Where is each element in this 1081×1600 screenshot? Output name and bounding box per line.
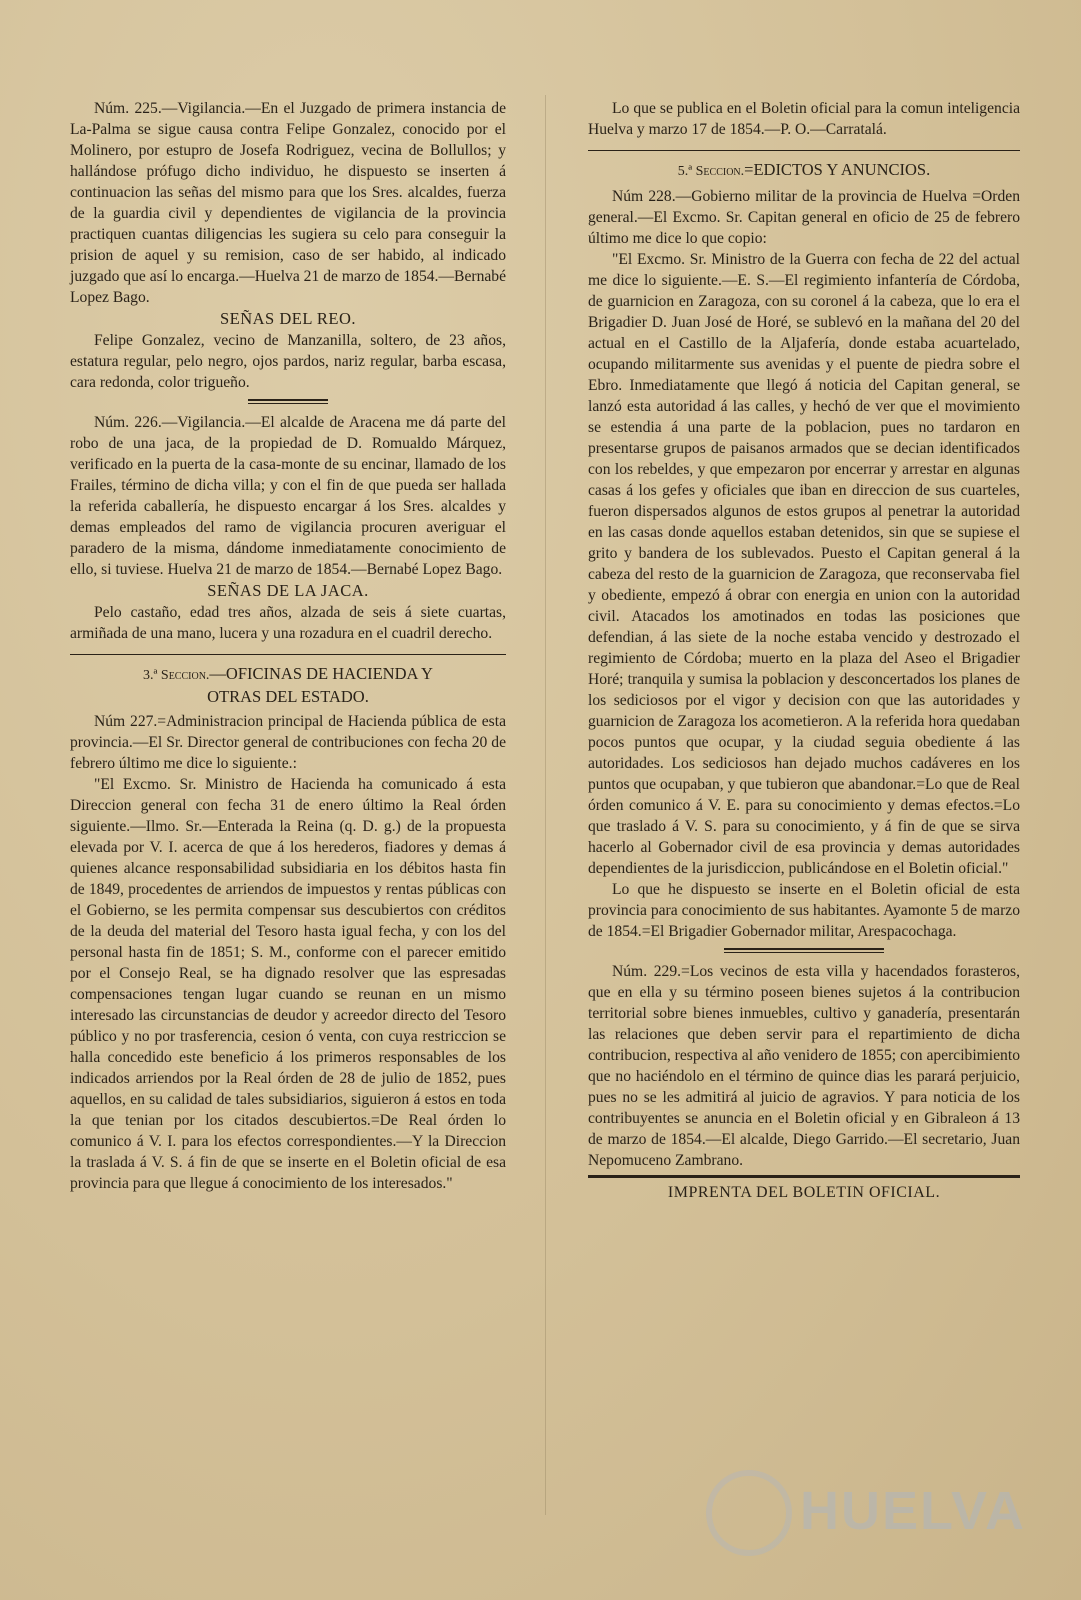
notice-227-quote: "El Excmo. Sr. Ministro de Hacienda ha comunicado á esta Direccion general con fecha 31 de enero último la Real órden siguiente.—Ilmo. Sr.—Enterada la Reina (q. D. g.) de la propuesta elevada por V. I. acerca de que á los herederos, fiadores y demas á quienes alcance responsabilidad subsidiaria en los débitos hasta fin de 1849, procedentes de arriendos de impuestos y rentas públicas con el Gobierno, se les permita compensar sus descubiertos con créditos de la deuda del material del Tesoro hasta igual fecha, y con los del personal hasta fin de 1851; S. M., conforme con el parecer emitido por el Consejo Real, se ha dignado resolver que las espresadas compensaciones tengan lugar cuando se reunan en un mismo interesado las circunstancias de deudor y acreedor directo del Tesoro público y no por trasferencia, cesion ó venta, con cuya restriccion se halla concedido este beneficio á los primeros responsables de los indicados arriendos por la Real órden de 28 de julio de 1852, pues aquellos, en su calidad de tales subsidiarios, siguieron á estos en toda la que tenian por los citados descubiertos.=De Real órden lo comunico á V. I. para los efectos correspondientes.—Y la Direccion la traslada á V. S. á fin de que se inserte en el Boletin oficial de esa provincia para que llegue á conocimiento de los interesados.": [70, 776, 506, 1192]
imprenta-footer: IMPRENTA DEL BOLETIN OFICIAL.: [667, 1184, 941, 1201]
notice-227: Núm 227.=Administracion principal de Hacienda pública de esta provincia.—El Sr. Director general de contribuciones con fecha 20 de febrero último me dice lo siguiente.:: [70, 713, 506, 772]
section-5-heading: [588, 159, 1020, 182]
left-column: [70, 98, 506, 1194]
section-5-label: 5.ª Seccion.: [677, 164, 745, 179]
section-3-label: 3.ª Seccion.: [143, 668, 210, 683]
separator-rule-right: [724, 948, 884, 953]
footer-rule: [588, 1175, 1020, 1178]
section-5-title: =EDICTOS Y ANUNCIOS.: [744, 160, 931, 179]
watermark-logo-icon: [706, 1470, 792, 1556]
notice-228-quote: "El Excmo. Sr. Ministro de la Guerra con fecha de 22 del actual me dice lo siguiente.—E. S.—El regimiento infantería de Córdoba, de guarnicion en Zaragoza, con su coronel á la cabeza, que lo era el Brigadier D. Juan José de Horé, se sublevó en la mañana del 20 del actual en el Castillo de la Aljafería, donde estaba acuartelado, ocupando militarmente sus avenidas y el puente de piedra sobre el Ebro. Inmediatamente que llegó á noticia del Capitan general, se lanzó esta autoridad á las calles, y hechó de ver que el movimiento se estendia á una parte de la poblacion, pues no tardaron en presentarse grupos de paisanos armados que se decian identificados con los rebeldes, y que empezaron por encerrar y arrestar en algunas casas á los gefes y oficiales que iban en direccion de sus cuarteles, fueron dispersados algunos de estos grupos al penetrar la autoridad en las casas donde aquellos estaban detenidos, sin que se supiese el grito y bandera de los sublevados. Puesto el Capitan general á la cabeza del resto de la guarnicion de Zaragoza, que reconservaba fiel y obediente, empezó á obrar con energia en union con la autoridad civil. Atacados los amotinados en todas las posiciones que defendian, á las siete de la noche estaba vencido y destrozado el regimiento de Córdoba; muerto en la plaza del Aseo el Brigadier Horé; tranquila y sumisa la poblacion y desconcertados los planes de los sediciosos por el vigor y decision con que las autoridades y guarnicion de Zaragoza los acometieron. A la referida hora quedaban pocos puntos que ocupar, y la ciudad seguia obediente á las autoridades. Los sediciosos han dejado muchos cadáveres en los puntos que ocupaban, y que tubieron que abandonar.=Lo que de Real órden comunico á V. E. para su conocimiento y demas efectos.=Lo que traslado á V. S. para su conocimiento, y á fin de que se sirva hacerlo al Gobernador civil de esa provincia y demas autoridades dependientes de la jurisdiccion, publicándose en el Boletin oficial.": [588, 251, 1020, 877]
column-divider: [545, 95, 546, 1515]
heading-senas-jaca: SEÑAS DE LA JACA.: [207, 581, 369, 600]
section-3-title-b: OTRAS DEL ESTADO.: [207, 687, 369, 706]
jaca-description: Pelo castaño, edad tres años, alzada de seis á siete cuartas, armiñada de una mano, lucera y una rozadura en el cuadril derecho.: [70, 604, 506, 642]
section-3-title-a: —OFICINAS DE HACIENDA Y: [209, 664, 433, 683]
right-column: [588, 98, 1020, 1203]
heading-senas-reo: SEÑAS DEL REO.: [219, 309, 357, 328]
notice-226: Núm. 226.—Vigilancia.—El alcalde de Aracena me dá parte del robo de una jaca, de la propiedad de D. Romualdo Márquez, verificado en la puerta de la casa-monte de su encinar, llamado de los Frailes, término de dicha villa; y con el fin de que pueda ser hallada la referida caballería, he dispuesto encargar á los Sres. alcaldes y demas empleados del ramo de vigilancia procuren averiguar el paradero de la misma, dándome inmediatamente conocimiento de ello, si tuviese. Huelva 21 de marzo de 1854.—Bernabé Lopez Bago.: [70, 414, 506, 578]
separator-rule: [248, 399, 328, 404]
watermark-text: HUELVA: [800, 1481, 1026, 1541]
reo-description: Felipe Gonzalez, vecino de Manzanilla, soltero, de 23 años, estatura regular, pelo negro, ojos pardos, nariz regular, barba escasa, cara redonda, color trigueño.: [70, 332, 506, 391]
section-rule: [70, 654, 506, 655]
notice-225: Núm. 225.—Vigilancia.—En el Juzgado de primera instancia de La-Palma se sigue causa contra Felipe Gonzalez, conocido por el Molinero, por estupro de Josefa Rodriguez, vecina de Bollullos; y hallándose prófugo dicho individuo, he dispuesto se inserten á continuacion las señas del mismo para que los Sres. alcaldes, fuerza de la guardia civil y dependientes de vigilancia de la provincia practiquen cuantas diligencias les sugiera su celo para conseguir la prision de aquel y su remision, caso de ser habido, al indicado juzgado que así lo encarga.—Huelva 21 de marzo de 1854.—Bernabé Lopez Bago.: [70, 100, 506, 306]
section-3-heading: [70, 663, 506, 707]
notice-229: Núm. 229.=Los vecinos de esta villa y hacendados forasteros, que en ella y su término poseen bienes sujetos á la contribucion territorial sobre bienes inmuebles, cultivo y ganadería, presentarán las relaciones que deben servir para el repartimiento de dicha contribucion, respectiva al año venidero de 1855; con apercibimiento que no haciéndolo en el término de quince dias les parará perjuicio, pues no se les admitirá al juicio de agravios. Y para noticia de los contribuyentes se anuncia en el Boletin oficial y en Gibraleon á 13 de marzo de 1854.—El alcalde, Diego Garrido.—El secretario, Juan Nepomuceno Zambrano.: [588, 963, 1020, 1169]
notice-228-closing: Lo que he dispuesto se inserte en el Boletin oficial de esta provincia para conocimiento de sus habitantes. Ayamonte 5 de marzo de 1854.=El Brigadier Gobernador militar, Arespacochaga.: [588, 881, 1020, 940]
section-rule-right: [588, 150, 1020, 151]
publication-note: Lo que se publica en el Boletin oficial para la comun inteligencia Huelva y marzo 17 de 1854.—P. O.—Carratalá.: [588, 100, 1020, 138]
notice-228: Núm 228.—Gobierno militar de la provincia de Huelva =Orden general.—El Excmo. Sr. Capitan general en oficio de 25 de febrero último me dice lo que copio:: [588, 188, 1020, 247]
